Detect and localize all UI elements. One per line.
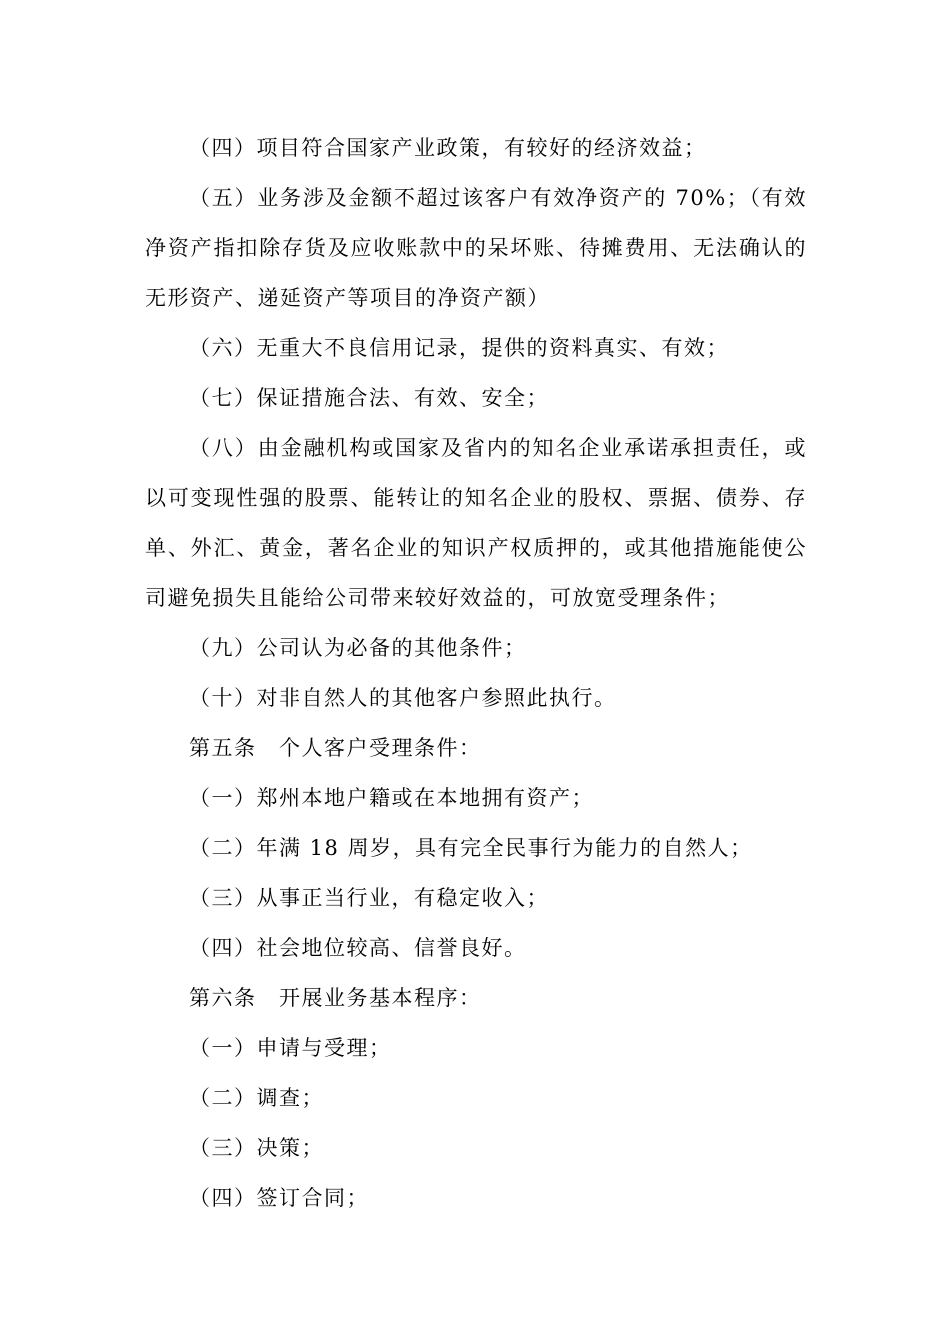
article-6-item-1: （一）申请与受理； — [189, 1036, 392, 1060]
article-5-item-2: （二）年满 18 周岁，具有完全民事行为能力的自然人； — [189, 836, 753, 860]
article-6-item-3: （三）决策； — [189, 1136, 324, 1160]
article-6-heading: 第六条 开展业务基本程序： — [189, 986, 482, 1010]
article-5-heading: 第五条 个人客户受理条件： — [189, 736, 482, 760]
article-5-item-4: （四）社会地位较高、信誉良好。 — [189, 936, 527, 960]
clause-item-7-guarantee: （七）保证措施合法、有效、安全； — [189, 386, 549, 410]
clause-item-6-credit-record: （六）无重大不良信用记录，提供的资料真实、有效； — [189, 336, 729, 360]
clause-item-9-other-conditions: （九）公司认为必备的其他条件； — [189, 636, 527, 660]
article-5-item-1: （一）郑州本地户籍或在本地拥有资产； — [189, 786, 594, 810]
document-body — [145, 123, 807, 1223]
article-6-item-2: （二）调查； — [189, 1086, 324, 1110]
clause-item-10-non-natural-persons: （十）对非自然人的其他客户参照此执行。 — [189, 686, 617, 710]
article-5-item-3: （三）从事正当行业，有稳定收入； — [189, 886, 549, 910]
article-6-item-4: （四）签订合同； — [189, 1186, 369, 1210]
clause-item-4-project-policy: （四）项目符合国家产业政策，有较好的经济效益； — [189, 136, 707, 160]
clause-item-8-relaxed-conditions: （八）由金融机构或国家及省内的知名企业承诺承担责任，或以可变现性强的股票、能转让的知名企业的股权、票据、债券、存单、外汇、黄金，著名企业的知识产权质押的，或其他措施能使公司避免损失且能给公司带来较好效益的，可放宽受理条件； — [145, 436, 807, 610]
clause-item-5-amount-limit: （五）业务涉及金额不超过该客户有效净资产的 70%；（有效净资产指扣除存货及应收账款中的呆坏账、待摊费用、无法确认的无形资产、递延资产等项目的净资产额） — [145, 186, 807, 310]
